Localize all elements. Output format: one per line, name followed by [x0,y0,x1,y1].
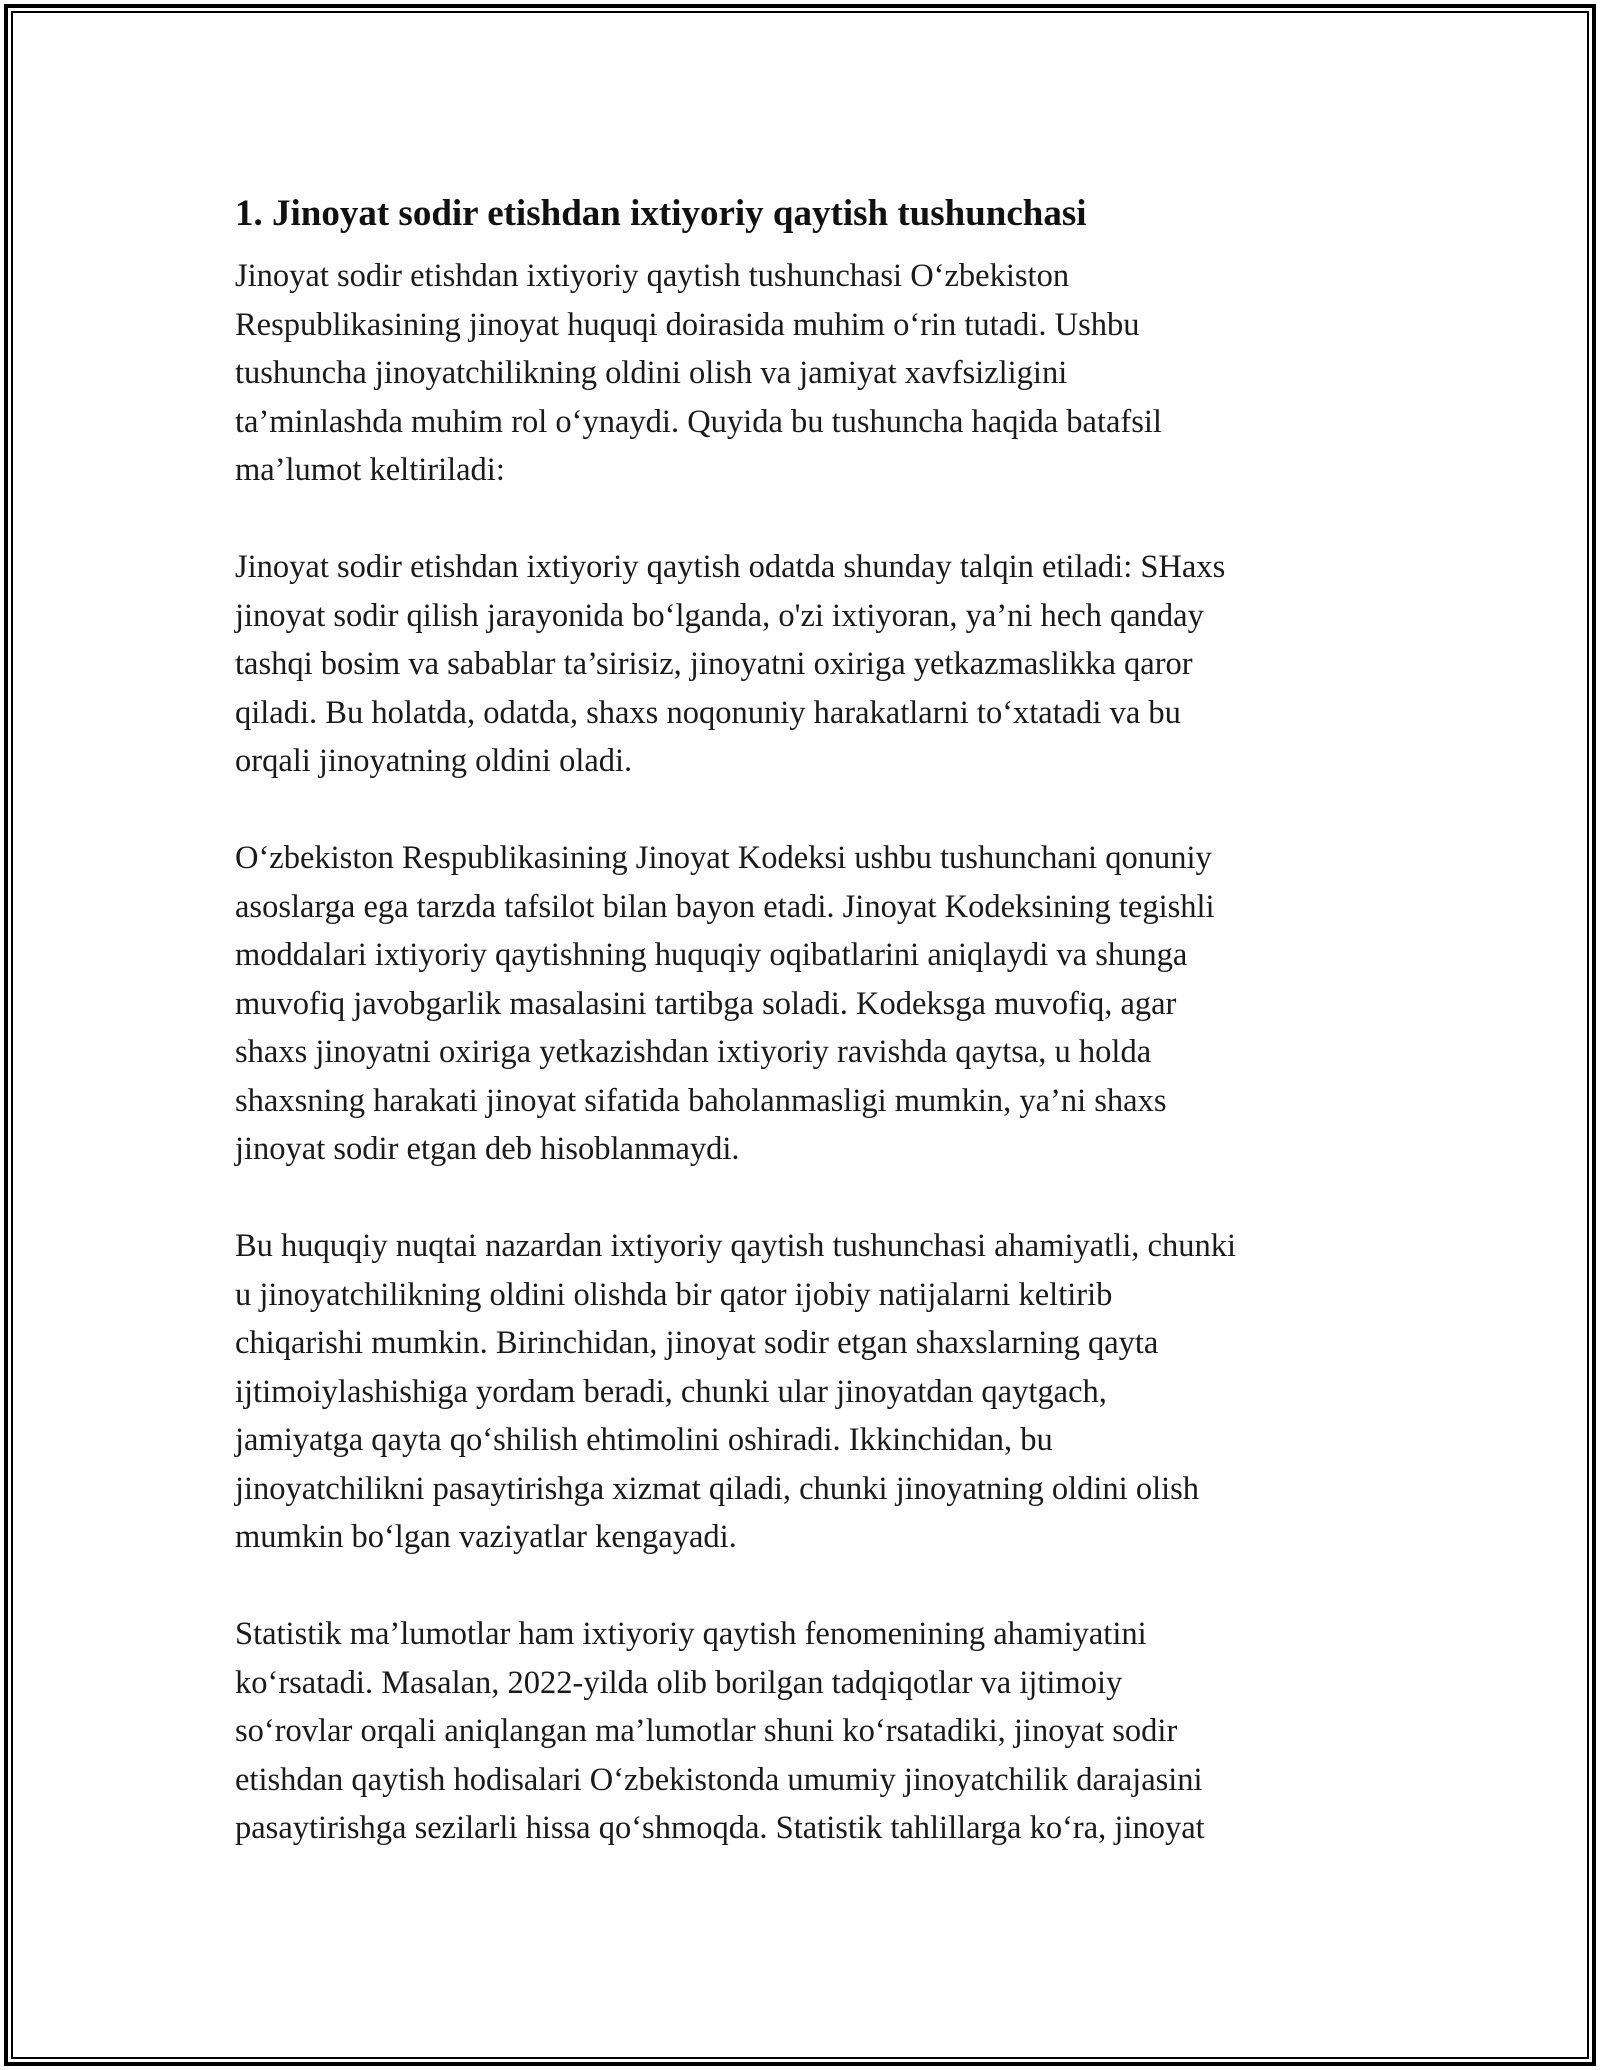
text-line: ta’minlashda muhim rol o‘ynaydi. Quyida bu tushuncha haqida batafsil [235,403,1162,440]
text-line: asoslarga ega tarzda tafsilot bilan bayon etadi. Jinoyat Kodeksining tegishli [235,888,1215,925]
text-line: Jinoyat sodir etishdan ixtiyoriy qaytish odatda shunday talqin etiladi: SHaxs [235,549,1226,585]
text-line: mumkin bo‘lgan vaziyatlar kengayadi. [235,1519,737,1555]
text-line: shaxs jinoyatni oxiriga yetkazishdan ixtiyoriy ravishda qaytsa, u holda [235,1034,1152,1070]
text-line: jamiyatga qayta qo‘shilish ehtimolini oshiradi. Ikkinchidan, bu [235,1422,1053,1458]
text-line: muvofiq javobgarlik masalasini tartibga soladi. Kodeksga muvofiq, agar [235,985,1177,1022]
text-line: orqali jinoyatning oldini oladi. [235,743,633,779]
paragraphs-container [235,252,1375,1853]
text-line: moddalari ixtiyoriy qaytishning huquqiy oqibatlarini aniqlaydi va shunga [235,937,1188,973]
text-line: so‘rovlar orqali aniqlangan ma’lumotlar shuni ko‘rsatadiki, jinoyat sodir [235,1713,1178,1749]
text-line: tushuncha jinoyatchilikning oldini olish va jamiyat xavfsizligini [235,355,1068,391]
paragraph-1 [235,252,1375,495]
text-line: O‘zbekiston Respublikasining Jinoyat Kodeksi ushbu tushunchani qonuniy [235,840,1212,876]
text-line: Bu huquqiy nuqtai nazardan ixtiyoriy qaytish tushunchasi ahamiyatli, chunki [235,1228,1236,1264]
paragraph-2 [235,543,1375,786]
text-line: Respublikasining jinoyat huquqi doirasida muhim o‘rin tutadi. Ushbu [235,306,1140,343]
document-body [235,188,1375,1901]
text-line: jinoyat sodir qilish jarayonida bo‘lganda, o'zi ixtiyoran, ya’ni hech qanday [235,597,1204,634]
text-line: Jinoyat sodir etishdan ixtiyoriy qaytish tushunchasi O‘zbekiston [235,258,1070,294]
paragraph-5 [235,1610,1375,1853]
section-heading: 1. Jinoyat sodir etishdan ixtiyoriy qaytish tushunchasi [235,193,1087,234]
text-line: jinoyat sodir etgan deb hisoblanmaydi. [235,1131,740,1167]
text-line: ijtimoiylashishiga yordam beradi, chunki ular jinoyatdan qaytgach, [235,1373,1107,1410]
text-line: u jinoyatchilikning oldini olishda bir qator ijobiy natijalarni keltirib [235,1276,1113,1313]
text-line: Statistik ma’lumotlar ham ixtiyoriy qaytish fenomenining ahamiyatini [235,1616,1147,1652]
text-line: chiqarishi mumkin. Birinchidan, jinoyat sodir etgan shaxslarning qayta [235,1325,1159,1361]
text-line: jinoyatchilikni pasaytirishga xizmat qiladi, chunki jinoyatning oldini olish [235,1470,1200,1507]
text-line: tashqi bosim va sabablar ta’sirisiz, jinoyatni oxiriga yetkazmaslikka qaror [235,646,1193,682]
paragraph-4 [235,1222,1375,1562]
text-line: etishdan qaytish hodisalari O‘zbekistonda umumiy jinoyatchilik darajasini [235,1761,1203,1798]
text-line: qiladi. Bu holatda, odatda, shaxs noqonuniy harakatlarni to‘xtatadi va bu [235,694,1181,731]
text-line: ma’lumot keltiriladi: [235,452,505,488]
text-line: pasaytirishga sezilarli hissa qo‘shmoqda. Statistik tahlillarga ko‘ra, jinoyat [235,1810,1205,1846]
text-line: shaxsning harakati jinoyat sifatida baholanmasligi mumkin, ya’ni shaxs [235,1082,1167,1119]
paragraph-3 [235,834,1375,1174]
text-line: ko‘rsatadi. Masalan, 2022-yilda olib borilgan tadqiqotlar va ijtimoiy [235,1664,1123,1701]
